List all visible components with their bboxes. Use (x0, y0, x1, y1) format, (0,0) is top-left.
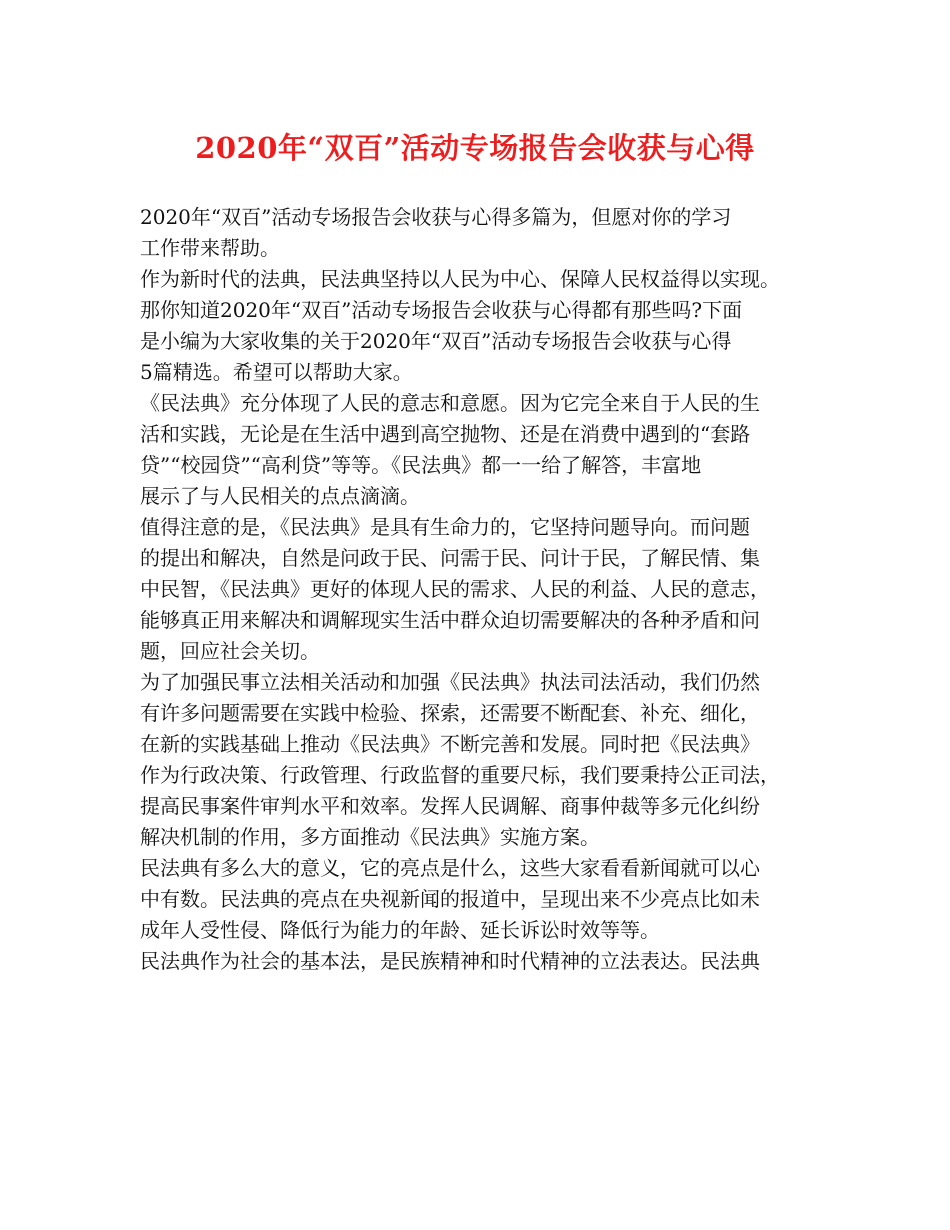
body-line: 有许多问题需要在实践中检验、探索，还需要不断配套、补充、细化， (140, 701, 760, 725)
body-line: 值得注意的是，《民法典》是具有生命力的，它坚持问题导向。而问题 (140, 515, 750, 539)
body-line: 为了加强民事立法相关活动和加强《民法典》执法司法活动，我们仍然 (140, 670, 760, 694)
body-line: 贷”“校园贷”“高利贷”等等。《民法典》都一一给了解答，丰富地 (140, 453, 702, 477)
body-line: 提高民事案件审判水平和效率。发挥人民调解、商事仲裁等多元化纠纷 (140, 794, 760, 818)
body-line: 《民法典》充分体现了人民的意志和意愿。因为它完全来自于人民的生 (140, 391, 760, 415)
body-line: 民法典有多么大的意义，它的亮点是什么，这些大家看看新闻就可以心 (140, 856, 760, 880)
body-line: 那你知道2020年“双百”活动专场报告会收获与心得都有那些吗?下面 (140, 298, 743, 322)
body-line: 题，回应社会关切。 (140, 639, 320, 663)
body-line: 中有数。民法典的亮点在央视新闻的报道中，呈现出来不少亮点比如未 (140, 887, 760, 911)
body-line: 作为行政决策、行政管理、行政监督的重要尺标，我们要秉持公正司法， (140, 763, 780, 787)
body-line: 成年人受性侵、降低行为能力的年龄、延长诉讼时效等等。 (140, 918, 660, 942)
body-line: 在新的实践基础上推动《民法典》不断完善和发展。同时把《民法典》 (140, 732, 760, 756)
document-title: 2020年“双百”活动专场报告会收获与心得 (195, 131, 755, 165)
body-line: 是小编为大家收集的关于2020年“双百”活动专场报告会收获与心得 (140, 329, 732, 353)
body-line: 工作带来帮助。 (140, 236, 280, 260)
body-line: 能够真正用来解决和调解现实生活中群众迫切需要解决的各种矛盾和问 (140, 608, 760, 632)
body-line: 解决机制的作用，多方面推动《民法典》实施方案。 (140, 825, 600, 849)
body-line: 活和实践，无论是在生活中遇到高空抛物、还是在消费中遇到的“套路 (140, 422, 751, 446)
body-line: 作为新时代的法典，民法典坚持以人民为中心、保障人民权益得以实现。 (140, 267, 780, 291)
body-line: 2020年“双百”活动专场报告会收获与心得多篇为，但愿对你的学习 (140, 205, 732, 229)
body-line: 中民智，《民法典》更好的体现人民的需求、人民的利益、人民的意志， (140, 577, 770, 601)
body-line: 5篇精选。希望可以帮助大家。 (140, 360, 413, 384)
document-body (140, 202, 830, 977)
body-line: 的提出和解决，自然是问政于民、问需于民、问计于民，了解民情、集 (140, 546, 760, 570)
body-line: 展示了与人民相关的点点滴滴。 (140, 484, 420, 508)
body-line: 民法典作为社会的基本法，是民族精神和时代精神的立法表达。民法典 (140, 949, 760, 973)
